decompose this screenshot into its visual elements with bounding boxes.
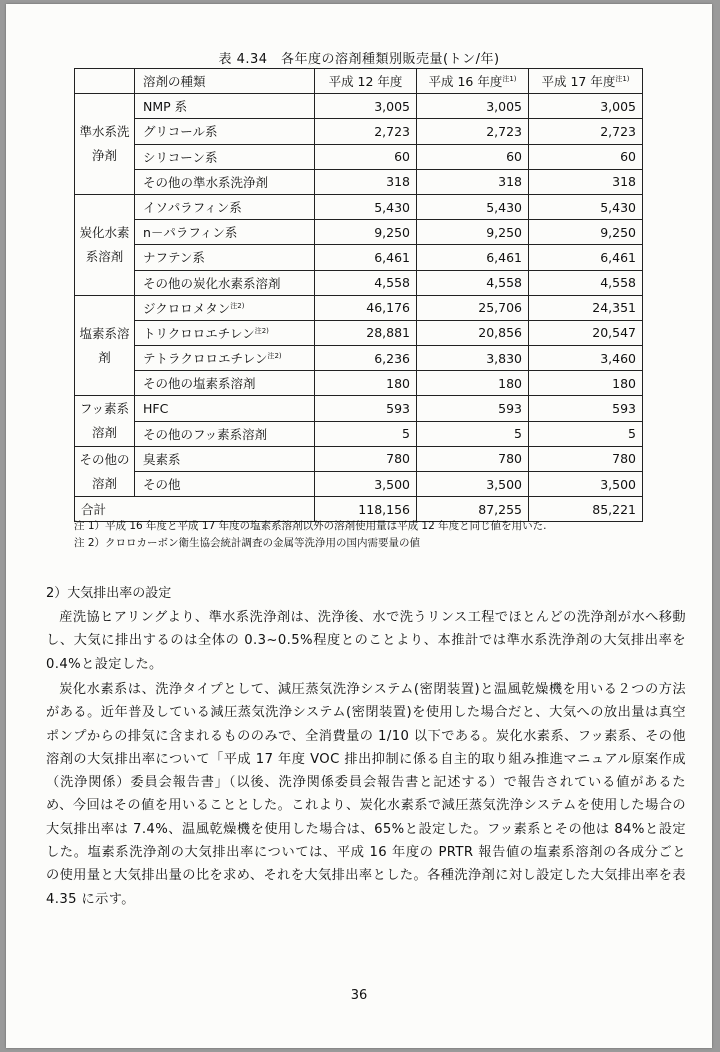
total-label: 合計 bbox=[75, 497, 315, 522]
value-v16: 6,461 bbox=[417, 245, 529, 270]
value-v16: 780 bbox=[417, 446, 529, 471]
sales-table bbox=[74, 68, 643, 522]
table-caption: 表 4.34 各年度の溶剤種類別販売量(トン/年) bbox=[218, 52, 500, 67]
value-v12: 5 bbox=[315, 421, 417, 446]
value-v16: 60 bbox=[417, 144, 529, 169]
value-v17: 3,500 bbox=[529, 472, 643, 497]
paragraph-1: 産洗協ヒアリングより、準水系洗浄剤は、洗浄後、水で洗うリンス工程でほとんどの洗浄剤が水へ移動し、大気に排出するのは全体の 0.3~0.5%程度とのことより、本推計では準水系洗浄剤の大気排出率を 0.4%と設定した。 bbox=[46, 610, 686, 672]
value-v12: 593 bbox=[315, 396, 417, 421]
solvent-name-text: HFC bbox=[143, 401, 169, 417]
value-v17: 60 bbox=[529, 144, 643, 169]
solvent-name bbox=[135, 421, 315, 446]
header-y17: 平成 17 年度$^{注1)}$ bbox=[529, 69, 643, 94]
page-number: 36 bbox=[350, 988, 368, 1003]
value-v12: 46,176 bbox=[315, 295, 417, 320]
solvent-name-text: ジクロロメタン bbox=[143, 300, 231, 316]
value-v12: 180 bbox=[315, 371, 417, 396]
solvent-name-text: シリコーン系 bbox=[143, 149, 218, 165]
value-v16: 25,706 bbox=[417, 295, 529, 320]
value-v16: 9,250 bbox=[417, 220, 529, 245]
value-v12: 9,250 bbox=[315, 220, 417, 245]
value-v17: 780 bbox=[529, 446, 643, 471]
table-row bbox=[75, 144, 643, 169]
table-row bbox=[75, 119, 643, 144]
solvent-name bbox=[135, 94, 315, 119]
table-row bbox=[75, 421, 643, 446]
value-v12: 6,461 bbox=[315, 245, 417, 270]
solvent-name bbox=[135, 270, 315, 295]
value-v12: 3,005 bbox=[315, 94, 417, 119]
table-row bbox=[75, 94, 643, 119]
table-row bbox=[75, 220, 643, 245]
value-v17: 9,250 bbox=[529, 220, 643, 245]
header-y12: 平成 12 年度 bbox=[315, 69, 417, 94]
table-row bbox=[75, 320, 643, 345]
header-y16: 平成 16 年度$^{注1)}$ bbox=[417, 69, 529, 94]
value-v12: 780 bbox=[315, 446, 417, 471]
table-row bbox=[75, 446, 643, 471]
value-v17: 593 bbox=[529, 396, 643, 421]
value-v17: 5,430 bbox=[529, 194, 643, 219]
table-row bbox=[75, 169, 643, 194]
value-v17: 3,460 bbox=[529, 346, 643, 371]
solvent-name-text: その他の準水系洗浄剤 bbox=[143, 174, 269, 190]
solvent-name bbox=[135, 245, 315, 270]
table-row bbox=[75, 194, 643, 219]
header-type: 溶剤の種類 bbox=[135, 69, 315, 94]
solvent-name-text: ナフテン系 bbox=[143, 250, 205, 266]
solvent-name bbox=[135, 119, 315, 144]
value-v12: 5,430 bbox=[315, 194, 417, 219]
value-v17: 6,461 bbox=[529, 245, 643, 270]
solvent-name-text: その他の塩素系溶剤 bbox=[143, 376, 256, 392]
table-header-row bbox=[75, 69, 643, 94]
solvent-name bbox=[135, 371, 315, 396]
group-label: 塩素系溶剤 bbox=[75, 295, 135, 396]
solvent-name bbox=[135, 346, 315, 371]
value-v12: 2,723 bbox=[315, 119, 417, 144]
value-v17: 20,547 bbox=[529, 320, 643, 345]
solvent-name-text: テトラクロロエチレン bbox=[143, 351, 268, 367]
table-row bbox=[75, 396, 643, 421]
document-page bbox=[6, 4, 712, 1048]
value-v17: 180 bbox=[529, 371, 643, 396]
solvent-name bbox=[135, 396, 315, 421]
value-v12: 28,881 bbox=[315, 320, 417, 345]
solvent-note: 注2) bbox=[267, 352, 282, 360]
solvent-name bbox=[135, 472, 315, 497]
solvent-name-text: その他のフッ素系溶剤 bbox=[143, 426, 268, 442]
total-v12: 118,156 bbox=[315, 497, 417, 522]
value-v16: 318 bbox=[417, 169, 529, 194]
header-blank bbox=[75, 69, 135, 94]
group-label: フッ素系溶剤 bbox=[75, 396, 135, 446]
table-row bbox=[75, 295, 643, 320]
value-v16: 2,723 bbox=[417, 119, 529, 144]
value-v16: 3,830 bbox=[417, 346, 529, 371]
solvent-name-text: その他 bbox=[143, 477, 181, 493]
value-v17: 318 bbox=[529, 169, 643, 194]
total-v16: 87,255 bbox=[417, 497, 529, 522]
table-row bbox=[75, 371, 643, 396]
solvent-name bbox=[135, 220, 315, 245]
solvent-name-text: イソパラフィン系 bbox=[143, 200, 242, 216]
solvent-name-text: n－パラフィン系 bbox=[143, 225, 238, 241]
value-v16: 5 bbox=[417, 421, 529, 446]
table-notes bbox=[74, 518, 546, 552]
value-v16: 4,558 bbox=[417, 270, 529, 295]
paragraph-2: 炭化水素系は、洗浄タイプとして、減圧蒸気洗浄システム(密閉装置)と温風乾燥機を用いる２つの方法がある。近年普及している減圧蒸気洗浄システム(密閉装置)を使用した場合だと、大気への放出量は真空ポンプからの排気に含まれるもののみで、全消費量の 1/10 以下である。炭化水素系、フッ素系、その他溶剤の大気排出率について「平成 17 年度 VOC 排出抑制に係る自主的取り組み推進マニュアル原案作成（洗浄関係）委員会報告書」（以後、洗浄関係委員会報告書と記述する）で報告されている値があるため、今回はその値を用いることとした。これより、炭化水素系で減圧蒸気洗浄システムを使用した場合の大気排出率は 7.4%、温風乾燥機を使用した場合は、65%と設定した。フッ素系とその他は 84%と設定した。塩素系洗浄剤の大気排出率については、平成 16 年度の PRTR 報告値の塩素系溶剤の各成分ごとの使用量と大気排出量の比を求め、それを大気排出率とした。各種洗浄剤に対し設定した大気排出率を表 4.35 に示す。 bbox=[46, 682, 686, 907]
value-v17: 2,723 bbox=[529, 119, 643, 144]
value-v16: 593 bbox=[417, 396, 529, 421]
value-v12: 6,236 bbox=[315, 346, 417, 371]
value-v17: 3,005 bbox=[529, 94, 643, 119]
table-row bbox=[75, 270, 643, 295]
value-v12: 4,558 bbox=[315, 270, 417, 295]
value-v12: 318 bbox=[315, 169, 417, 194]
value-v12: 3,500 bbox=[315, 472, 417, 497]
solvent-name-text: NMP 系 bbox=[143, 99, 188, 115]
value-v17: 5 bbox=[529, 421, 643, 446]
solvent-name-text: その他の炭化水素系溶剤 bbox=[143, 275, 281, 291]
solvent-name bbox=[135, 144, 315, 169]
solvent-name-text: 臭素系 bbox=[143, 451, 181, 467]
value-v16: 3,005 bbox=[417, 94, 529, 119]
group-label: 炭化水素系溶剤 bbox=[75, 194, 135, 295]
section-heading: 2）大気排出率の設定 bbox=[46, 586, 172, 601]
table-row bbox=[75, 245, 643, 270]
solvent-note: 注2) bbox=[254, 326, 269, 335]
solvent-note: 注2) bbox=[230, 301, 245, 310]
note-2: 注 2）クロロカーボン衛生協会統計調査の金属等洗浄用の国内需要量の値 bbox=[74, 537, 421, 549]
value-v12: 60 bbox=[315, 144, 417, 169]
group-label: その他の溶剤 bbox=[75, 446, 135, 496]
solvent-name-text: グリコール系 bbox=[143, 124, 218, 140]
table-row bbox=[75, 472, 643, 497]
value-v16: 3,500 bbox=[417, 472, 529, 497]
solvent-name bbox=[135, 295, 315, 320]
total-v17: 85,221 bbox=[529, 497, 643, 522]
value-v17: 24,351 bbox=[529, 295, 643, 320]
value-v17: 4,558 bbox=[529, 270, 643, 295]
value-v16: 20,856 bbox=[417, 320, 529, 345]
group-label: 準水系洗浄剤 bbox=[75, 94, 135, 195]
solvent-name bbox=[135, 194, 315, 219]
note-1: 注 1）平成 16 年度と平成 17 年度の塩素系溶剤以外の溶剤使用量は平成 12 年度と同じ値を用いた. bbox=[74, 520, 547, 532]
value-v16: 5,430 bbox=[417, 194, 529, 219]
solvent-name-text: トリクロロエチレン bbox=[143, 325, 255, 341]
table-row bbox=[75, 346, 643, 371]
solvent-name bbox=[135, 169, 315, 194]
solvent-name bbox=[135, 446, 315, 471]
value-v16: 180 bbox=[417, 371, 529, 396]
solvent-name bbox=[135, 320, 315, 345]
